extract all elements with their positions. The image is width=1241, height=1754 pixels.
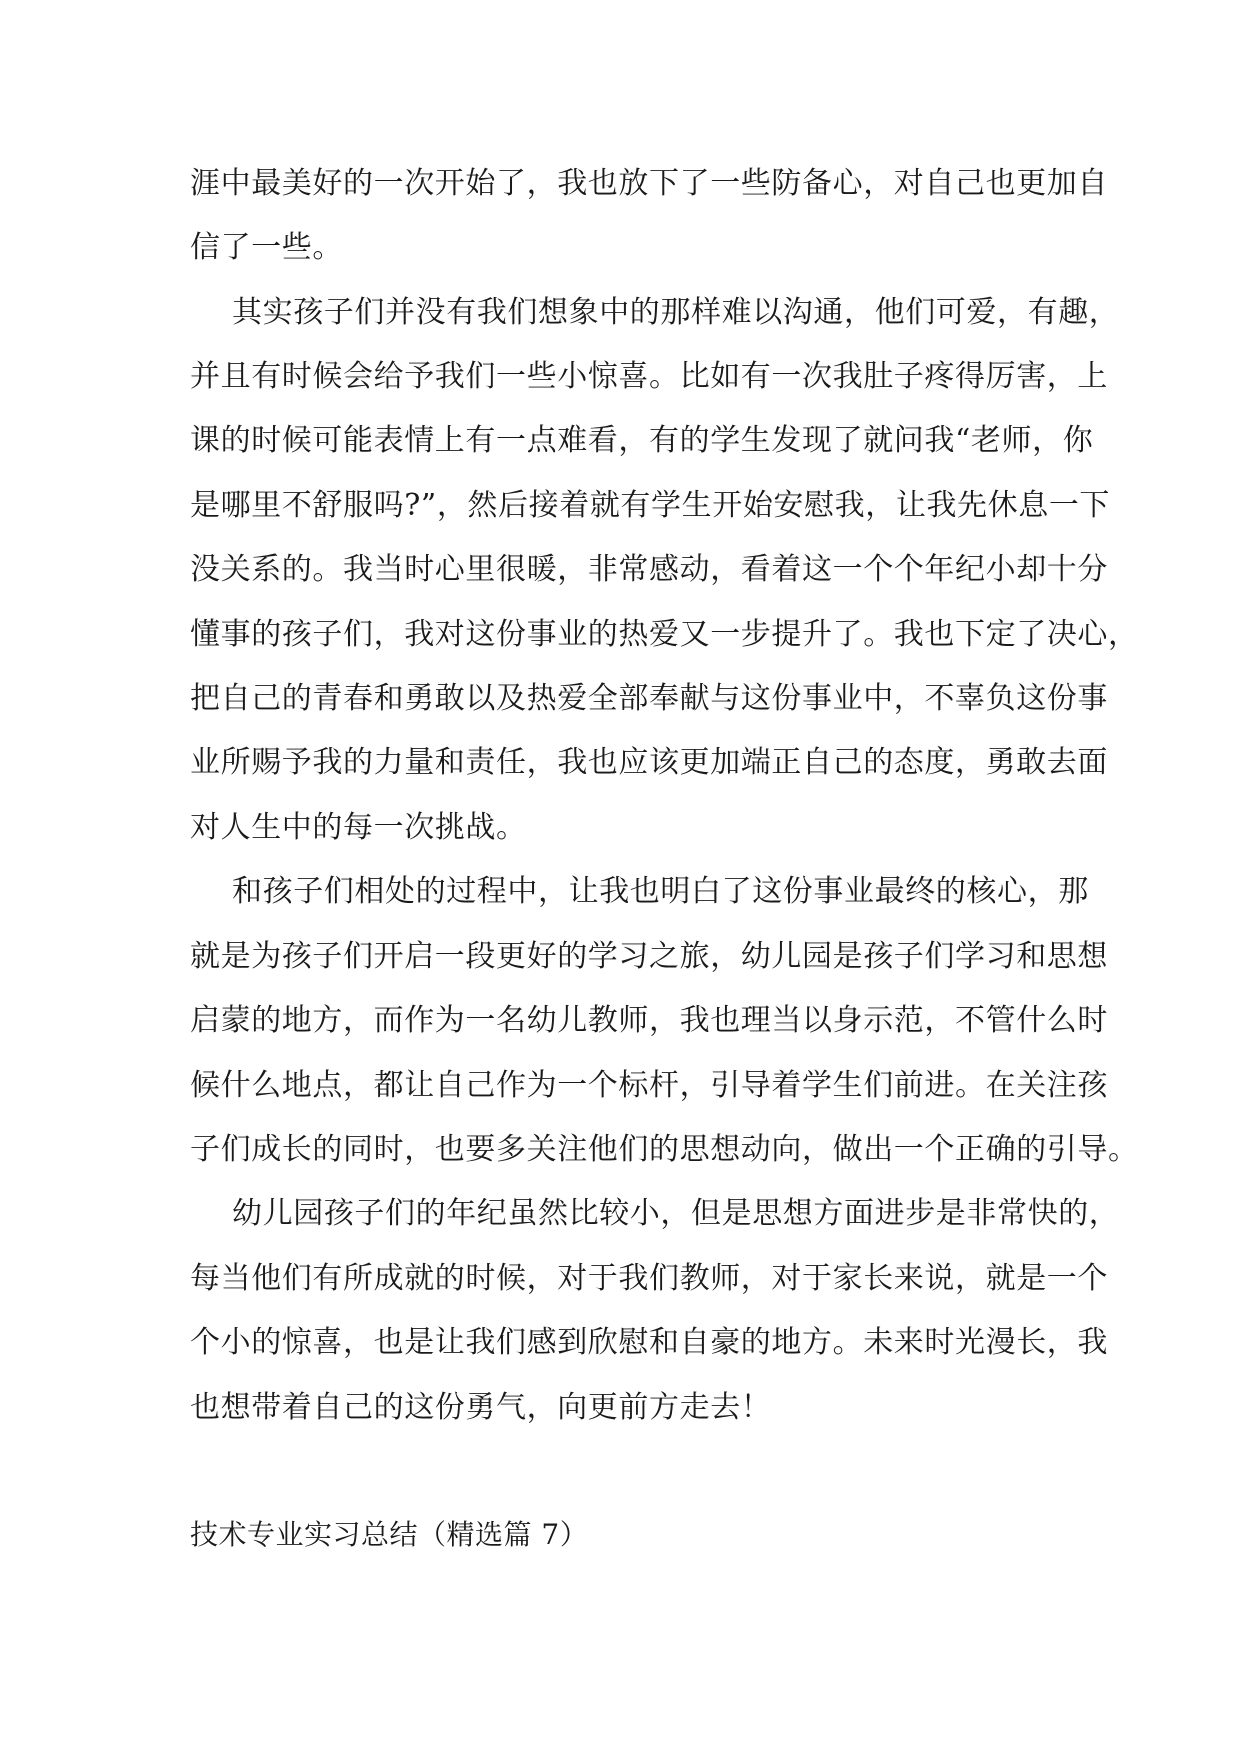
paragraph-2-line-5: 没关系的。我当时心里很暖，非常感动，看着这一个个年纪小却十分 xyxy=(190,552,1108,587)
paragraph-2-line-1: 其实孩子们并没有我们想象中的那样难以沟通，他们可爱，有趣， xyxy=(232,295,1120,330)
paragraph-4-line-4: 也想带着自己的这份勇气，向更前方走去！ xyxy=(190,1390,772,1425)
paragraph-3-line-3: 启蒙的地方，而作为一名幼儿教师，我也理当以身示范，不管什么时 xyxy=(190,1003,1108,1038)
paragraph-3-line-5: 子们成长的同时，也要多关注他们的思想动向，做出一个正确的引导。 xyxy=(190,1132,1139,1167)
paragraph-2-line-2: 并且有时候会给予我们一些小惊喜。比如有一次我肚子疼得厉害，上 xyxy=(190,359,1108,394)
paragraph-3-line-2: 就是为孩子们开启一段更好的学习之旅，幼儿园是孩子们学习和思想 xyxy=(190,939,1108,974)
paragraph-2-line-3: 课的时候可能表情上有一点难看，有的学生发现了就问我“老师，你 xyxy=(190,423,1094,458)
paragraph-2-line-7: 把自己的青春和勇敢以及热爱全部奉献与这份事业中，不辜负这份事 xyxy=(190,681,1108,716)
paragraph-2-line-6: 懂事的孩子们，我对这份事业的热爱又一步提升了。我也下定了决心， xyxy=(190,617,1139,652)
paragraph-3-line-4: 候什么地点，都让自己作为一个标杆，引导着学生们前进。在关注孩 xyxy=(190,1068,1108,1103)
paragraph-2-line-4: 是哪里不舒服吗?”，然后接着就有学生开始安慰我，让我先休息一下 xyxy=(190,488,1111,523)
paragraph-2-line-8: 业所赐予我的力量和责任，我也应该更加端正自己的态度，勇敢去面 xyxy=(190,745,1108,780)
paragraph-1-line-1: 涯中最美好的一次开始了，我也放下了一些防备心，对自己也更加自 xyxy=(190,166,1108,201)
paragraph-3-line-1: 和孩子们相处的过程中，让我也明白了这份事业最终的核心，那 xyxy=(232,874,1089,909)
paragraph-4-line-2: 每当他们有所成就的时候，对于我们教师，对于家长来说，就是一个 xyxy=(190,1261,1108,1296)
paragraph-1-line-2: 信了一些。 xyxy=(190,230,343,265)
section-heading: 技术专业实习总结（精选篇 7） xyxy=(190,1518,589,1551)
paragraph-4-line-3: 个小的惊喜，也是让我们感到欣慰和自豪的地方。未来时光漫长，我 xyxy=(190,1325,1108,1360)
paragraph-2-line-9: 对人生中的每一次挑战。 xyxy=(190,810,527,845)
paragraph-4-line-1: 幼儿园孩子们的年纪虽然比较小，但是思想方面进步是非常快的， xyxy=(232,1196,1120,1231)
